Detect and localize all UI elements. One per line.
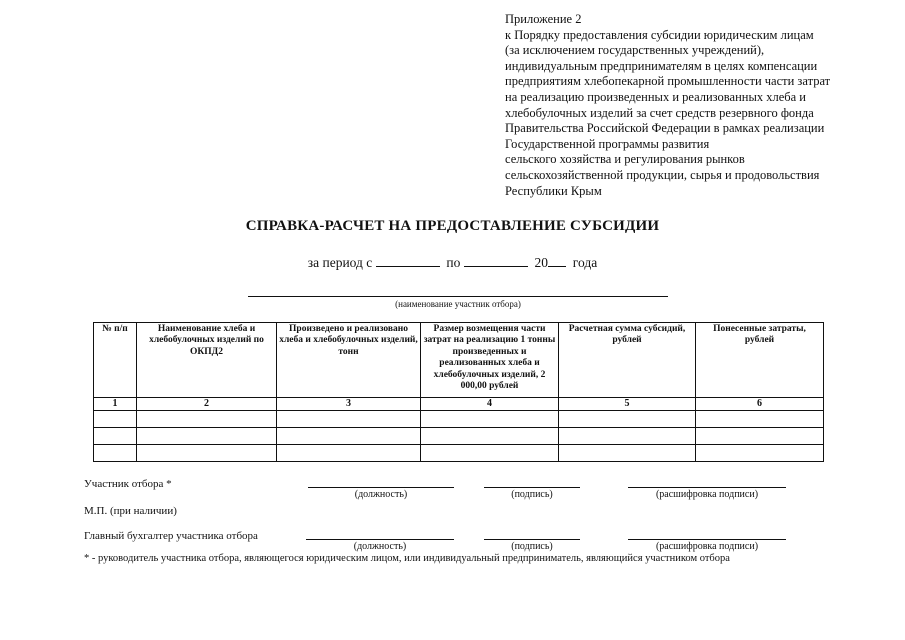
signature-caption: (подпись) (511, 489, 553, 500)
signature-caption: (подпись) (511, 541, 553, 552)
participant-signature-field[interactable] (484, 487, 580, 488)
stamp-label: М.П. (при наличии) (84, 505, 177, 517)
appendix-line: Приложение 2 (505, 12, 582, 26)
appendix-line: Правительства Российской Федерации в рамках реализации (505, 121, 825, 136)
column-number: 5 (559, 398, 696, 411)
appendix-line: на реализацию произведенных и реализованных хлеба и (505, 89, 806, 104)
table-cell[interactable] (277, 428, 421, 445)
appendix-line: сельскохозяйственной продукции, сырья и продовольствия (505, 167, 820, 182)
column-number: 1 (94, 398, 137, 411)
appendix-line: Республики Крым (505, 183, 602, 198)
accountant-position-field[interactable] (306, 539, 454, 540)
period-year-field[interactable] (548, 254, 566, 267)
column-number: 4 (421, 398, 559, 411)
position-caption: (должность) (354, 489, 408, 500)
table-header-cell: № п/п (94, 323, 137, 398)
calculation-table (93, 322, 824, 462)
table-cell[interactable] (94, 411, 137, 428)
table-header-cell: Размер возмещения части затрат на реализацию 1 тонны произведенных и реализованных хлеба и хлебобулочных изделий, 2 000,00 рублей (421, 323, 559, 398)
decoding-caption: (расшифровка подписи) (655, 541, 759, 552)
accountant-signature-field[interactable] (484, 539, 580, 540)
table-cell[interactable] (696, 445, 824, 462)
period-year-prefix: 20 (534, 255, 549, 270)
footnote: * - руководитель участника отбора, являющегося юридическим лицом, или индивидуальный предприниматель, являющийся участником отбора (84, 553, 730, 564)
appendix-line: хлебобулочных изделий за счет средств резервного фонда (505, 105, 814, 120)
accountant-label: Главный бухгалтер участника отбора (84, 530, 258, 542)
appendix-line: индивидуальным предпринимателям в целях компенсации (505, 58, 818, 73)
table-cell[interactable] (559, 445, 696, 462)
table-header-cell: Произведено и реализовано хлеба и хлебобулочных изделий, тонн (277, 323, 421, 398)
table-cell[interactable] (137, 445, 277, 462)
appendix-line: сельского хозяйства и регулирования рынков (505, 152, 745, 167)
table-header-cell: Понесенные затраты, рублей (696, 323, 824, 398)
period-line (0, 254, 905, 271)
period-middle: по (446, 255, 461, 270)
participant-name-field[interactable] (248, 296, 668, 297)
table-header-row (94, 323, 824, 398)
period-prefix: за период с (307, 255, 373, 270)
column-number: 2 (137, 398, 277, 411)
table-cell[interactable] (137, 411, 277, 428)
table-cell[interactable] (696, 428, 824, 445)
table-cell[interactable] (559, 428, 696, 445)
period-suffix: года (572, 255, 598, 270)
table-cell[interactable] (94, 428, 137, 445)
appendix-line: предприятиям хлебопекарной промышленности части затрат (505, 74, 831, 89)
position-caption: (должность) (353, 541, 407, 552)
decoding-caption: (расшифровка подписи) (655, 489, 759, 500)
participant-decoding-field[interactable] (628, 487, 786, 488)
table-cell[interactable] (696, 411, 824, 428)
table-cell[interactable] (137, 428, 277, 445)
table-row (94, 428, 824, 445)
appendix-line: (за исключением государственных учреждений), (505, 43, 765, 58)
table-cell[interactable] (421, 411, 559, 428)
participant-position-field[interactable] (308, 487, 454, 488)
participant-label: Участник отбора * (84, 478, 172, 490)
table-header-cell: Наименование хлеба и хлебобулочных изделий по ОКПД2 (137, 323, 277, 398)
column-number: 6 (696, 398, 824, 411)
table-cell[interactable] (421, 428, 559, 445)
appendix-line: к Порядку предоставления субсидии юридическим лицам (505, 27, 814, 42)
table-cell[interactable] (559, 411, 696, 428)
table-row (94, 411, 824, 428)
table-cell[interactable] (421, 445, 559, 462)
document-title: СПРАВКА-РАСЧЕТ НА ПРЕДОСТАВЛЕНИЕ СУБСИДИИ (245, 218, 660, 234)
column-number: 3 (277, 398, 421, 411)
table-cell[interactable] (277, 445, 421, 462)
appendix-line: Государственной программы развития (505, 136, 710, 151)
participant-name-caption: (наименование участник отбора) (395, 299, 521, 309)
accountant-decoding-field[interactable] (628, 539, 786, 540)
table-header-cell: Расчетная сумма субсидий, рублей (559, 323, 696, 398)
table-cell[interactable] (277, 411, 421, 428)
table-number-row (94, 398, 824, 411)
appendix-note (505, 12, 875, 199)
period-end-field[interactable] (464, 254, 528, 267)
table-row (94, 445, 824, 462)
table-cell[interactable] (94, 445, 137, 462)
period-start-field[interactable] (376, 254, 440, 267)
